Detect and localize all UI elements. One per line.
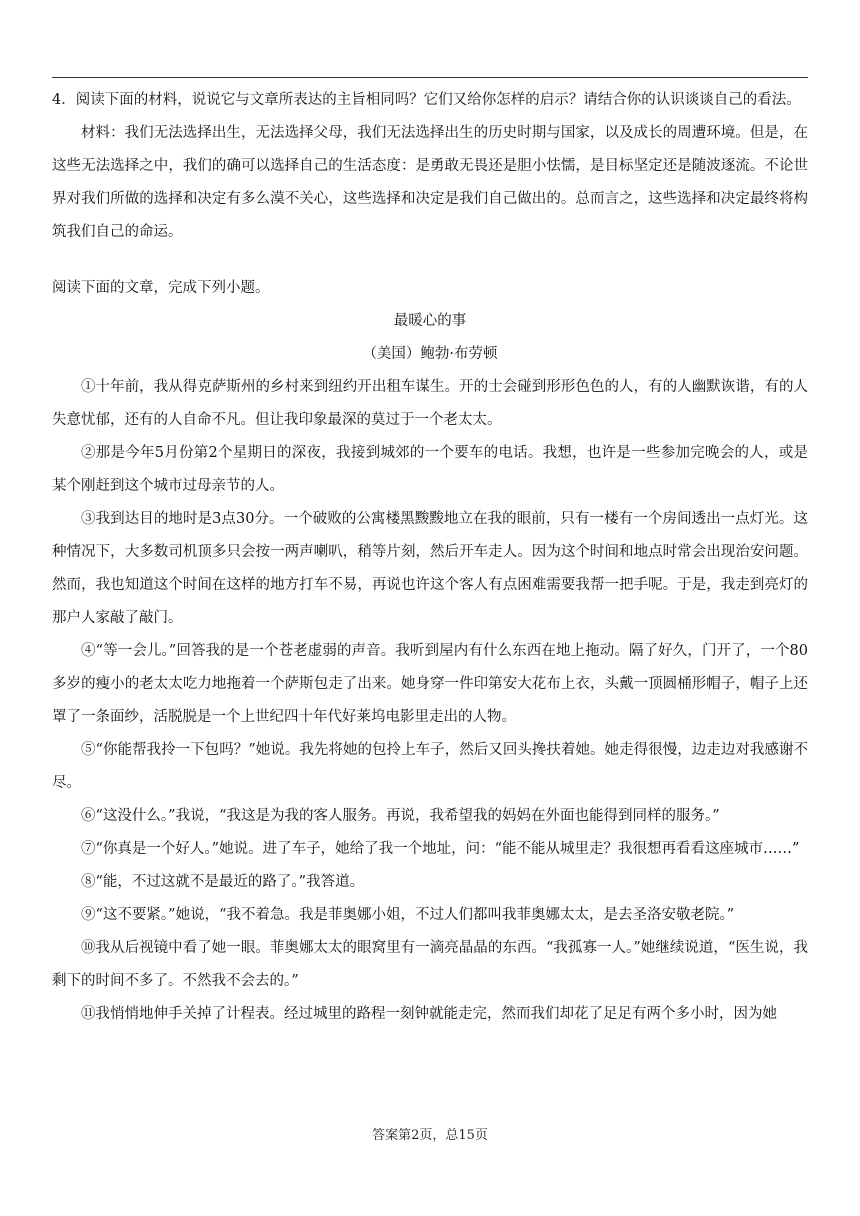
article-paragraph-10: ⑩我从后视镜中看了她一眼。菲奥娜太太的眼窝里有一滴亮晶晶的东西。“我孤寡一人。”她继续说道，“医生说，我剩下的时间不多了。不然我不会去的。”	[52, 940, 808, 989]
article-paragraph-3: ③我到达目的地时是3点30分。一个破败的公寓楼黑黢黢地立在我的眼前，只有一楼有一个房间透出一点灯光。这种情况下，大多数司机顶多只会按一两声喇叭，稍等片刻，然后开车走人。因为这个时间和地点时常会出现治安问题。然而，我也知道这个时间在这样的地方打车不易，再说也许这个客人有点困难需要我帮一把手呢。于是，我走到亮灯的那户人家敲了敲门。	[52, 511, 808, 626]
page-footer: 答案第2页，总15页	[372, 1128, 488, 1143]
article-paragraph-5: ⑤“你能帮我拎一下包吗？”她说。我先将她的包拎上车子，然后又回头搀扶着她。她走得很慢，边走边对我感谢不尽。	[52, 742, 808, 791]
question-4-prompt: 4．阅读下面的材料，说说它与文章所表达的主旨相同吗？它们又给你怎样的启示？请结合你的认识谈谈自己的看法。	[52, 92, 801, 108]
article-paragraph-2: ②那是今年5月份第2个星期日的深夜，我接到城郊的一个要车的电话。我想，也许是一些参加完晚会的人，或是某个刚赶到这个城市过母亲节的人。	[52, 445, 808, 494]
article-author: （美国）鲍勃·布劳顿	[362, 346, 498, 362]
page-content	[52, 84, 808, 1031]
article-paragraph-7: ⑦“你真是一个好人。”她说。进了车子，她给了我一个地址，问：“能不能从城里走？我很想再看看这座城市……”	[81, 841, 800, 857]
article-title: 最暖心的事	[393, 313, 467, 329]
article-paragraph-4: ④“等一会儿。”回答我的是一个苍老虚弱的声音。我听到屋内有什么东西在地上拖动。隔了好久，门开了，一个80多岁的瘦小的老太太吃力地拖着一个萨斯包走了出来。她身穿一件印第安大花布上衣，头戴一顶圆桶形帽子，帽子上还罩了一条面纱，活脱脱是一个上世纪四十年代好莱坞电影里走出的人物。	[52, 643, 808, 725]
header-rule	[52, 77, 808, 78]
section-intro: 阅读下面的文章，完成下列小题。	[52, 280, 270, 296]
article-paragraph-8: ⑧“能，不过这就不是最近的路了。”我答道。	[81, 874, 365, 890]
article-paragraph-11: ⑪我悄悄地伸手关掉了计程表。经过城里的路程一刻钟就能走完，然而我们却花了足足有两个多小时，因为她	[81, 1006, 777, 1022]
article-paragraph-1: ①十年前，我从得克萨斯州的乡村来到纽约开出租车谋生。开的士会碰到形形色色的人，有的人幽默诙谐，有的人失意忧郁，还有的人自命不凡。但让我印象最深的莫过于一个老太太。	[52, 379, 808, 428]
article-paragraph-6: ⑥“这没什么。”我说，“我这是为我的客人服务。再说，我希望我的妈妈在外面也能得到同样的服务。”	[81, 808, 720, 824]
section-spacer	[52, 249, 808, 272]
question-4-material: 材料：我们无法选择出生，无法选择父母，我们无法选择出生的历史时期与国家，以及成长的周遭环境。但是，在这些无法选择之中，我们的确可以选择自己的生活态度：是勇敢无畏还是胆小怯懦，是目标坚定还是随波逐流。不论世界对我们所做的选择和决定有多么漠不关心，这些选择和决定是我们自己做出的。总而言之，这些选择和决定最终将构筑我们自己的命运。	[52, 125, 808, 240]
article-paragraph-9: ⑨“这不要紧。”她说，“我不着急。我是菲奥娜小姐，不过人们都叫我菲奥娜太太，是去圣洛安敬老院。”	[81, 907, 735, 923]
